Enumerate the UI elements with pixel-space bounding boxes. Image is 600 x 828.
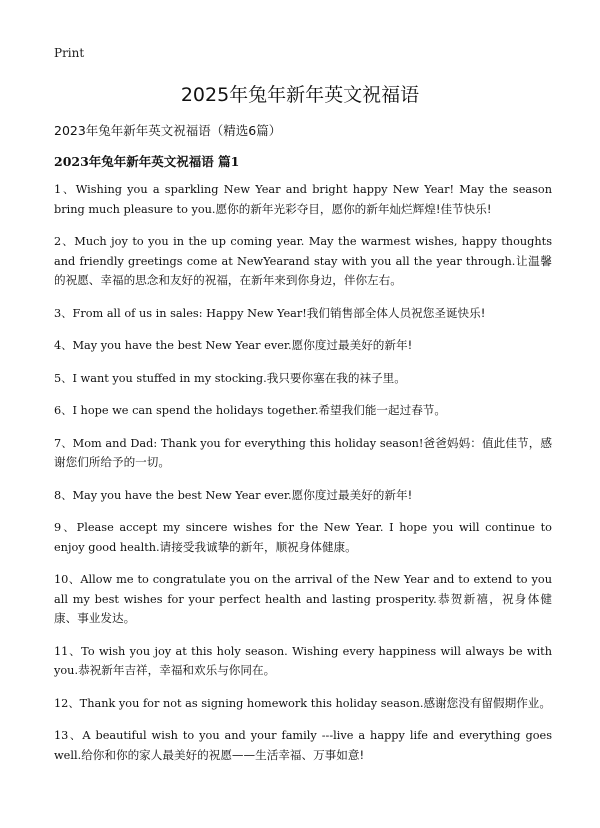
- item-chinese: 我只要你塞在我的袜子里。: [266, 370, 406, 385]
- item-english: 3、From all of us in sales: Happy New Year!: [54, 306, 307, 320]
- item-chinese: 希望我们能一起过春节。: [318, 403, 446, 417]
- item-english: 11、To wish you joy at this holy season. Wishing every happiness will always be with you.: [54, 644, 552, 677]
- item-chinese: 感谢您没有留假期作业。: [423, 695, 551, 710]
- list-item: [54, 570, 552, 629]
- item-chinese: 我们销售部全体人员祝您圣诞快乐!: [306, 305, 486, 320]
- list-item: [54, 232, 552, 291]
- item-english: 6、I hope we can spend the holidays together.: [54, 404, 319, 417]
- list-item: [54, 518, 552, 557]
- list-item: [54, 726, 552, 765]
- list-item: [54, 180, 552, 219]
- list-item: [54, 486, 552, 506]
- list-item: [54, 642, 552, 681]
- item-chinese: 给你和你的家人最美好的祝愿——生活幸福、万事如意!: [81, 747, 365, 762]
- document-title: 2025年兔年新年英文祝福语: [180, 84, 420, 106]
- item-english: 2、Much joy to you in the up coming year. May the warmest wishes, happy thoughts and friendly greetings come at NewYearand stay with you all the year through.: [54, 235, 552, 268]
- list-item: [54, 369, 552, 389]
- item-chinese: 愿你度过最美好的新年!: [291, 338, 413, 352]
- section-heading: 2023年兔年新年英文祝福语 篇1: [54, 154, 240, 169]
- greetings-list: [54, 180, 552, 778]
- list-item: [54, 401, 552, 421]
- item-english: 8、May you have the best New Year ever.: [54, 488, 292, 502]
- item-chinese: 请接受我诚挚的新年，顺祝身体健康。: [159, 539, 357, 554]
- item-english: 10、Allow me to congratulate you on the arrival of the New Year and to extend to you all my best wishes for your perfect health and lasting prosperity.: [54, 573, 552, 606]
- list-item: [54, 694, 552, 714]
- item-english: 9、Please accept my sincere wishes for the New Year. I hope you will continue to enjoy good health.: [54, 521, 552, 554]
- item-english: 7、Mom and Dad: Thank you for everything this holiday season!: [54, 436, 424, 450]
- item-chinese: 恭祝新年吉祥，幸福和欢乐与你同在。: [78, 663, 276, 677]
- item-chinese: 愿你度过最美好的新年!: [291, 487, 413, 502]
- item-chinese: 爸爸妈妈：值此佳节，感谢您们所给予的一切。: [54, 435, 552, 469]
- item-chinese: 让温馨的祝愿、幸福的思念和友好的祝福，在新年来到你身边，伴你左右。: [54, 253, 552, 287]
- item-english: 5、I want you stuffed in my stocking.: [54, 371, 267, 385]
- item-english: 1、Wishing you a sparkling New Year and bright happy New Year! May the season bring much pleasure to you.: [54, 183, 552, 216]
- item-chinese: 恭贺新禧，祝身体健康、事业发达。: [54, 591, 552, 625]
- item-english: 13、A beautiful wish to you and your family ---live a happy life and everything goes well.: [54, 729, 552, 762]
- item-english: 12、Thank you for not as signing homework this holiday season.: [54, 696, 424, 710]
- list-item: [54, 434, 552, 473]
- list-item: [54, 304, 552, 324]
- item-chinese: 愿你的新年光彩夺目，愿你的新年灿烂辉煌!佳节快乐!: [215, 201, 492, 216]
- document-subtitle: 2023年兔年新年英文祝福语（精选6篇）: [54, 123, 282, 138]
- list-item: [54, 336, 552, 356]
- item-english: 4、May you have the best New Year ever.: [54, 339, 292, 352]
- print-link[interactable]: Print: [54, 46, 85, 60]
